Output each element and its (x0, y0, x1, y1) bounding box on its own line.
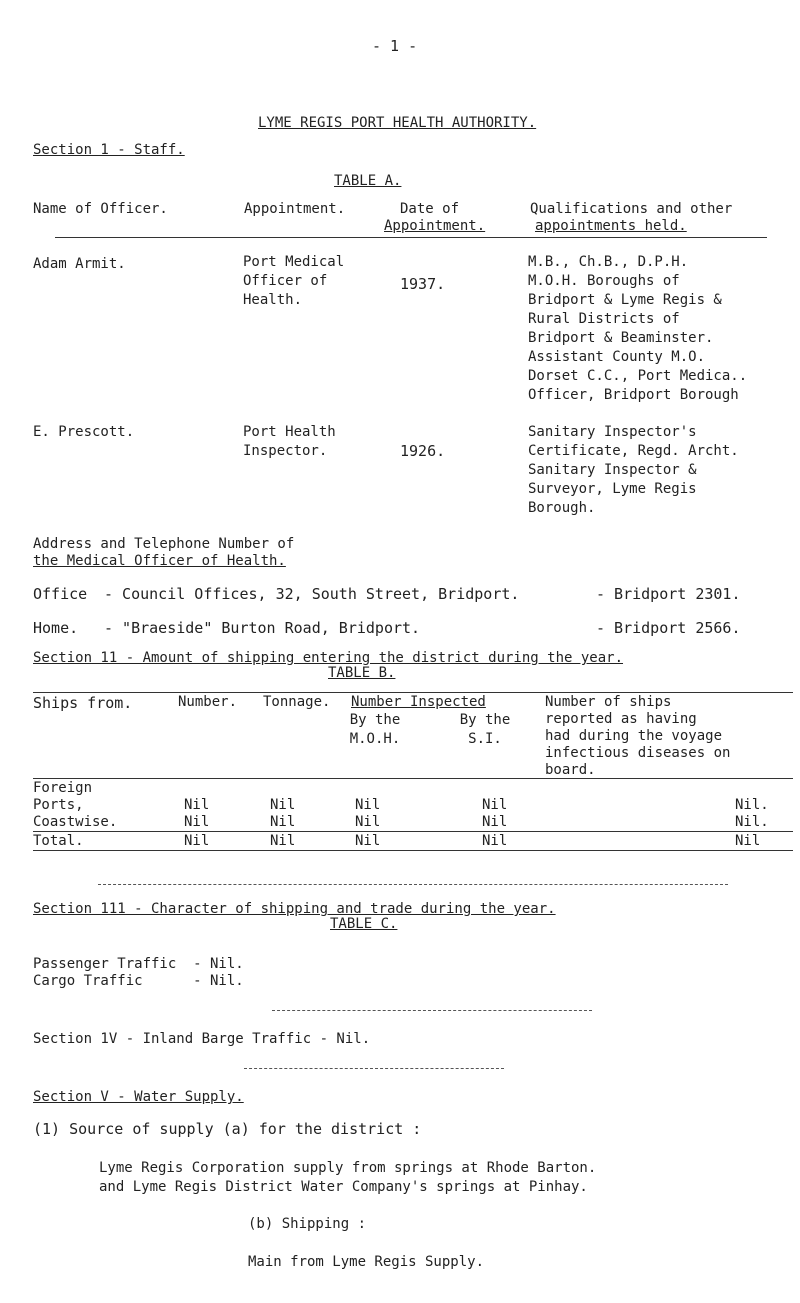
water-source-text: Lyme Regis Corporation supply from springs at Rhode Barton. and Lyme Regis District Water Company's springs at Pinhay. (99, 1160, 597, 1195)
appointment-armit: Port Medical Officer of Health. (243, 254, 345, 308)
header-qualifications-line2: appointments held. (535, 218, 687, 234)
header-date-line2: Appointment. (384, 218, 486, 234)
appointment-prescott: Port Health Inspector. (243, 424, 336, 459)
row-foreign-tonnage: Nil (270, 797, 296, 813)
row-foreign-number: Nil (184, 797, 210, 813)
header-infectious-diseases: Number of ships reported as having had during the voyage infectious diseases on board. (545, 694, 731, 778)
row-total-by-moh: Nil (355, 833, 381, 849)
home-phone: - Bridport 2566. (596, 619, 741, 637)
section3-heading: Section 111 - Character of shipping and trade during the year. (33, 901, 556, 917)
header-appointment: Appointment. (244, 201, 346, 217)
qualifications-armit: M.B., Ch.B., D.P.H. M.O.H. Boroughs of Bridport & Lyme Regis & Rural Districts of Bridport & Beaminster. Assistant County M.O. Dorset C.C., Port Medica.. Officer, Bridport Borough (528, 254, 748, 403)
home-label: Home. (33, 619, 79, 637)
section4-heading: Section 1V - Inland Barge Traffic - Nil. (33, 1031, 371, 1047)
table-b-label: TABLE B. (328, 665, 396, 681)
passenger-traffic: Passenger Traffic - Nil. (33, 956, 244, 972)
row-foreign-infectious: Nil. (735, 797, 769, 813)
table-a-label: TABLE A. (334, 173, 402, 189)
table-b-top-rule (33, 692, 793, 693)
table-b-header-rule (33, 778, 793, 779)
header-date-line1: Date of (400, 201, 460, 217)
document-title: LYME REGIS PORT HEALTH AUTHORITY. (258, 115, 537, 131)
header-tonnage: Tonnage. (263, 694, 331, 710)
date-armit: 1937. (400, 275, 446, 293)
row-coastwise-tonnage: Nil (270, 814, 296, 830)
page-number: - 1 - (372, 37, 418, 55)
table-b-bottom-rule (33, 850, 793, 851)
water-shipping-item: (b) Shipping : (248, 1216, 367, 1232)
row-coastwise-number: Nil (184, 814, 210, 830)
header-qualifications-line1: Qualifications and other (530, 201, 733, 217)
row-foreign-ports-label: Foreign Ports, (33, 780, 93, 813)
row-total-infectious: Nil (735, 833, 761, 849)
office-label: Office (33, 585, 88, 603)
section-divider-1 (98, 884, 728, 885)
row-total-tonnage: Nil (270, 833, 296, 849)
officer-name-prescott: E. Prescott. (33, 424, 135, 440)
row-coastwise-infectious: Nil. (735, 814, 769, 830)
row-coastwise-label: Coastwise. (33, 814, 118, 830)
water-shipping-text: Main from Lyme Regis Supply. (248, 1254, 485, 1270)
section5-heading: Section V - Water Supply. (33, 1089, 244, 1105)
header-number: Number. (178, 694, 238, 710)
row-foreign-by-si: Nil (482, 797, 508, 813)
row-total-number: Nil (184, 833, 210, 849)
section-divider-3 (244, 1068, 504, 1069)
row-coastwise-by-moh: Nil (355, 814, 381, 830)
header-ships-from: Ships from. (33, 694, 133, 712)
header-by-si: By the S.I. (459, 712, 511, 747)
row-foreign-by-moh: Nil (355, 797, 381, 813)
water-source-item: (1) Source of supply (a) for the district : (33, 1120, 422, 1138)
header-by-moh: By the M.O.H. (349, 712, 401, 747)
home-address: - "Braeside" Burton Road, Bridport. (104, 619, 421, 637)
date-prescott: 1926. (400, 442, 446, 460)
table-b-coastwise-rule (33, 831, 793, 832)
officer-name-armit: Adam Armit. (33, 256, 126, 272)
cargo-traffic: Cargo Traffic - Nil. (33, 973, 244, 989)
office-phone: - Bridport 2301. (596, 585, 741, 603)
section1-heading: Section 1 - Staff. (33, 142, 185, 158)
row-coastwise-by-si: Nil (482, 814, 508, 830)
qualifications-prescott: Sanitary Inspector's Certificate, Regd. Archt. Sanitary Inspector & Surveyor, Lyme Regis Borough. (528, 424, 739, 516)
section-divider-2 (272, 1010, 592, 1011)
table-a-header-rule (55, 237, 767, 238)
address-heading-line2: the Medical Officer of Health. (33, 553, 286, 569)
section2-heading: Section 11 - Amount of shipping entering the district during the year. (33, 650, 624, 666)
row-total-label: Total. (33, 833, 84, 849)
header-name-of-officer: Name of Officer. (33, 201, 168, 217)
table-c-label: TABLE C. (330, 916, 398, 932)
row-total-by-si: Nil (482, 833, 508, 849)
address-heading-line1: Address and Telephone Number of (33, 536, 295, 552)
header-number-inspected: Number Inspected (351, 694, 486, 710)
office-address: - Council Offices, 32, South Street, Bridport. (104, 585, 520, 603)
